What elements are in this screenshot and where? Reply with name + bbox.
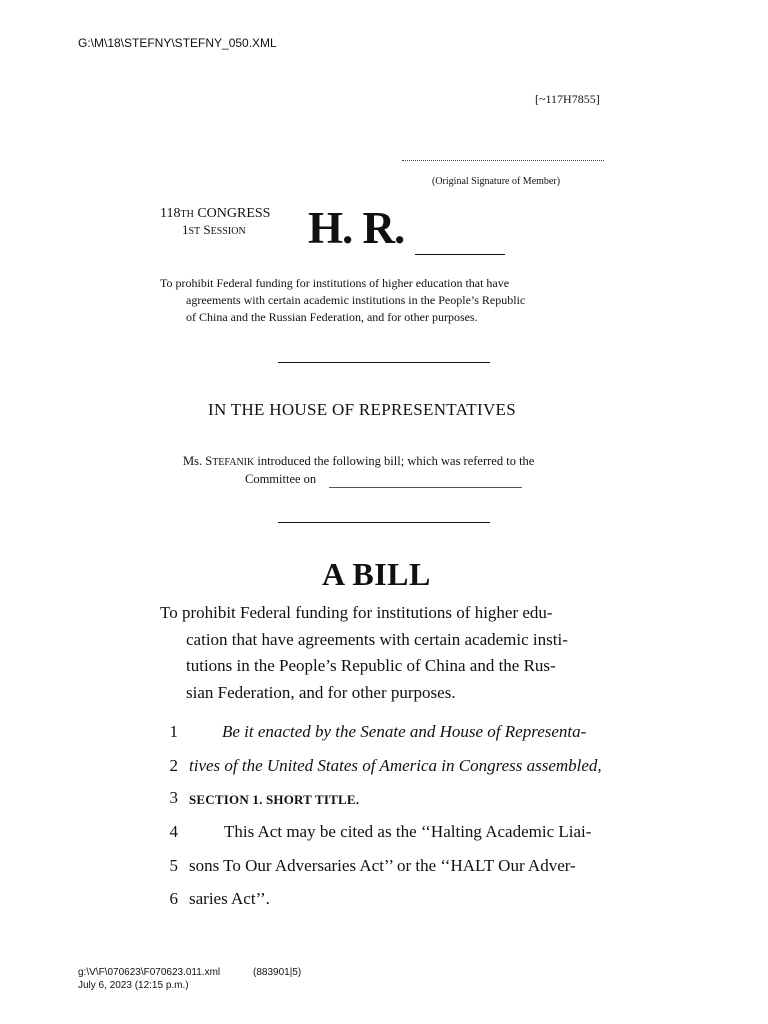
session-word-rest: ESSION xyxy=(210,226,246,237)
signature-caption: (Original Signature of Member) xyxy=(432,176,561,187)
signature-line xyxy=(402,160,604,161)
session-word-initial: S xyxy=(203,222,211,237)
session-label xyxy=(182,222,246,238)
short-description xyxy=(160,275,610,326)
congress-label xyxy=(160,206,270,223)
section-heading: SECTION 1. SHORT TITLE. xyxy=(189,792,360,807)
divider-rule xyxy=(278,522,490,523)
enacting-clause-line: tives of the United States of America in Congress assembled, xyxy=(189,756,602,775)
line-number: 1 xyxy=(169,722,178,741)
line-number: 3 xyxy=(169,788,178,807)
committee-blank xyxy=(329,487,522,488)
file-path: G:\M\18\STEFNY\STEFNY_050.XML xyxy=(78,36,277,50)
control-number: [~117H7855] xyxy=(535,92,600,106)
short-description-line: of China and the Russian Federation, and for other purposes. xyxy=(186,310,478,324)
house-heading: IN THE HOUSE OF REPRESENTATIVES xyxy=(208,400,516,419)
line-number: 6 xyxy=(169,889,178,908)
long-title-line: cation that have agreements with certain academic insti- xyxy=(186,629,568,649)
intro-prefix: Ms. xyxy=(183,454,206,468)
long-title xyxy=(160,600,610,706)
session-suffix: ST xyxy=(188,226,201,237)
body-text-line: saries Act’’. xyxy=(189,889,270,908)
body-text-line: sons To Our Adversaries Act’’ or the ‘‘HALT Our Adver- xyxy=(189,856,576,875)
body-text-line: This Act may be cited as the ‘‘Halting Academic Liai- xyxy=(224,822,592,841)
short-description-line: To prohibit Federal funding for institutions of higher education that have xyxy=(160,276,510,290)
congress-number: 118 xyxy=(160,206,181,221)
session-number: 1 xyxy=(182,222,189,237)
line-number: 4 xyxy=(169,822,178,841)
sponsor-name-rest: TEFANIK xyxy=(212,457,255,468)
intro-rest: introduced the following bill; which was referred to the xyxy=(254,454,535,468)
congress-suffix: TH xyxy=(180,209,194,220)
long-title-line: tutions in the People’s Republic of China and the Rus- xyxy=(186,656,556,675)
long-title-line: sian Federation, and for other purposes. xyxy=(186,682,456,702)
sponsor-initial: S xyxy=(205,454,213,468)
a-bill-heading: A BILL xyxy=(322,556,431,592)
congress-word: CONGRESS xyxy=(197,206,271,221)
footer-file-path: g:\V\F\070623\F070623.011.xml xyxy=(78,967,221,978)
footer-id: (883901|5) xyxy=(253,967,302,978)
line-number: 5 xyxy=(169,856,178,875)
enacting-clause-line: Be it enacted by the Senate and House of Representa- xyxy=(222,722,587,741)
long-title-line: To prohibit Federal funding for institutions of higher edu- xyxy=(160,603,553,622)
bill-number-blank xyxy=(415,254,505,255)
introduction-line xyxy=(183,454,534,469)
bill-number-label: H. R. xyxy=(308,203,405,253)
divider-rule xyxy=(278,362,490,363)
short-description-line: agreements with certain academic institutions in the People’s Republic xyxy=(186,293,526,307)
footer-date: July 6, 2023 (12:15 p.m.) xyxy=(78,980,189,991)
committee-label: Committee on xyxy=(245,472,317,486)
line-number: 2 xyxy=(169,756,178,775)
